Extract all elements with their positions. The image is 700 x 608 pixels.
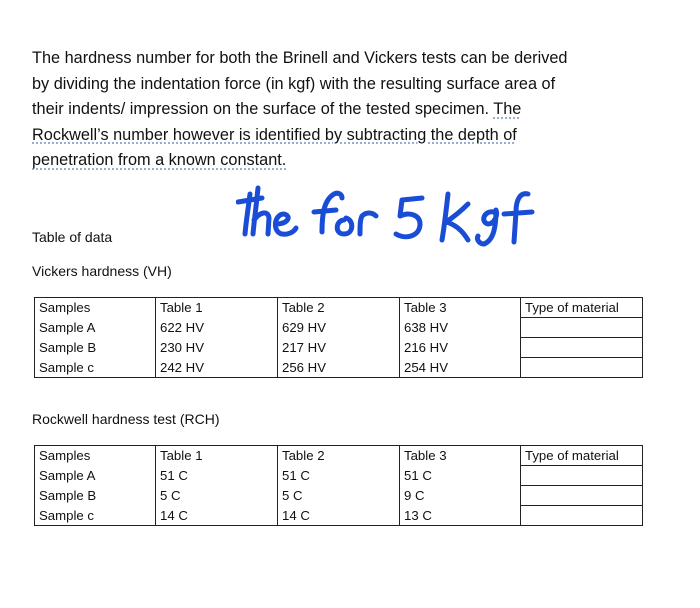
vickers-table (34, 297, 643, 378)
vickers-header-type-of-material: Type of material (521, 298, 643, 318)
rockwell-cell-type-of-material (521, 486, 643, 506)
vickers-cell-table-3: 638 HV (400, 318, 521, 338)
vickers-cell-table-1: 622 HV (156, 318, 278, 338)
table-row (35, 506, 643, 526)
rockwell-cell-type-of-material (521, 506, 643, 526)
rockwell-cell-table-1: 14 C (156, 506, 278, 526)
vickers-cell-type-of-material (521, 338, 643, 358)
table-row (35, 358, 643, 378)
rockwell-cell-sample: Sample B (35, 486, 156, 506)
rockwell-cell-sample: Sample A (35, 466, 156, 486)
table-row (35, 486, 643, 506)
vickers-cell-table-2: 217 HV (278, 338, 400, 358)
vickers-header-table-1: Table 1 (156, 298, 278, 318)
vickers-cell-table-2: 629 HV (278, 318, 400, 338)
vickers-header-row (35, 298, 643, 318)
rockwell-table (34, 445, 643, 526)
vickers-cell-table-1: 230 HV (156, 338, 278, 358)
rockwell-cell-table-1: 51 C (156, 466, 278, 486)
rockwell-header-samples: Samples (35, 446, 156, 466)
rockwell-header-table-3: Table 3 (400, 446, 521, 466)
rockwell-header-type-of-material: Type of material (521, 446, 643, 466)
handwritten-note (236, 182, 566, 252)
intro-paragraph (32, 46, 572, 174)
rockwell-cell-sample: Sample c (35, 506, 156, 526)
rockwell-cell-table-2: 14 C (278, 506, 400, 526)
vickers-cell-sample: Sample B (35, 338, 156, 358)
handwritten-note-for (314, 193, 376, 234)
vickers-cell-table-3: 254 HV (400, 358, 521, 378)
rockwell-cell-table-2: 5 C (278, 486, 400, 506)
rockwell-cell-table-3: 13 C (400, 506, 521, 526)
intro-sentence-brinell-vickers: The hardness number for both the Brinell and Vickers tests can be derived by dividing the indentation force (in kgf) with the resulting surface area of their indents/ impression on the surface of the tested specimen. (32, 49, 568, 119)
rockwell-cell-table-1: 5 C (156, 486, 278, 506)
rockwell-header-table-1: Table 1 (156, 446, 278, 466)
rockwell-header-table-2: Table 2 (278, 446, 400, 466)
table-row (35, 466, 643, 486)
rockwell-section-label: Rockwell hardness test (RCH) (32, 411, 220, 427)
rockwell-cell-type-of-material (521, 466, 643, 486)
vickers-cell-table-3: 216 HV (400, 338, 521, 358)
handwritten-note-the (238, 188, 296, 234)
rockwell-cell-table-3: 9 C (400, 486, 521, 506)
handwritten-note-5 (396, 198, 422, 237)
table-of-data-label: Table of data (32, 229, 113, 245)
vickers-header-samples: Samples (35, 298, 156, 318)
intro-sentence-rockwell: The Rockwell’s number however is identified by subtracting the depth of penetration from a known constant. (32, 100, 522, 170)
handwritten-note-kgf (442, 194, 532, 244)
vickers-header-table-3: Table 3 (400, 298, 521, 318)
table-row (35, 318, 643, 338)
vickers-cell-table-1: 242 HV (156, 358, 278, 378)
rockwell-header-row (35, 446, 643, 466)
vickers-cell-type-of-material (521, 318, 643, 338)
vickers-header-table-2: Table 2 (278, 298, 400, 318)
vickers-cell-table-2: 256 HV (278, 358, 400, 378)
vickers-cell-type-of-material (521, 358, 643, 378)
table-row (35, 338, 643, 358)
vickers-section-label: Vickers hardness (VH) (32, 263, 172, 279)
vickers-cell-sample: Sample c (35, 358, 156, 378)
rockwell-cell-table-2: 51 C (278, 466, 400, 486)
rockwell-cell-table-3: 51 C (400, 466, 521, 486)
vickers-cell-sample: Sample A (35, 318, 156, 338)
